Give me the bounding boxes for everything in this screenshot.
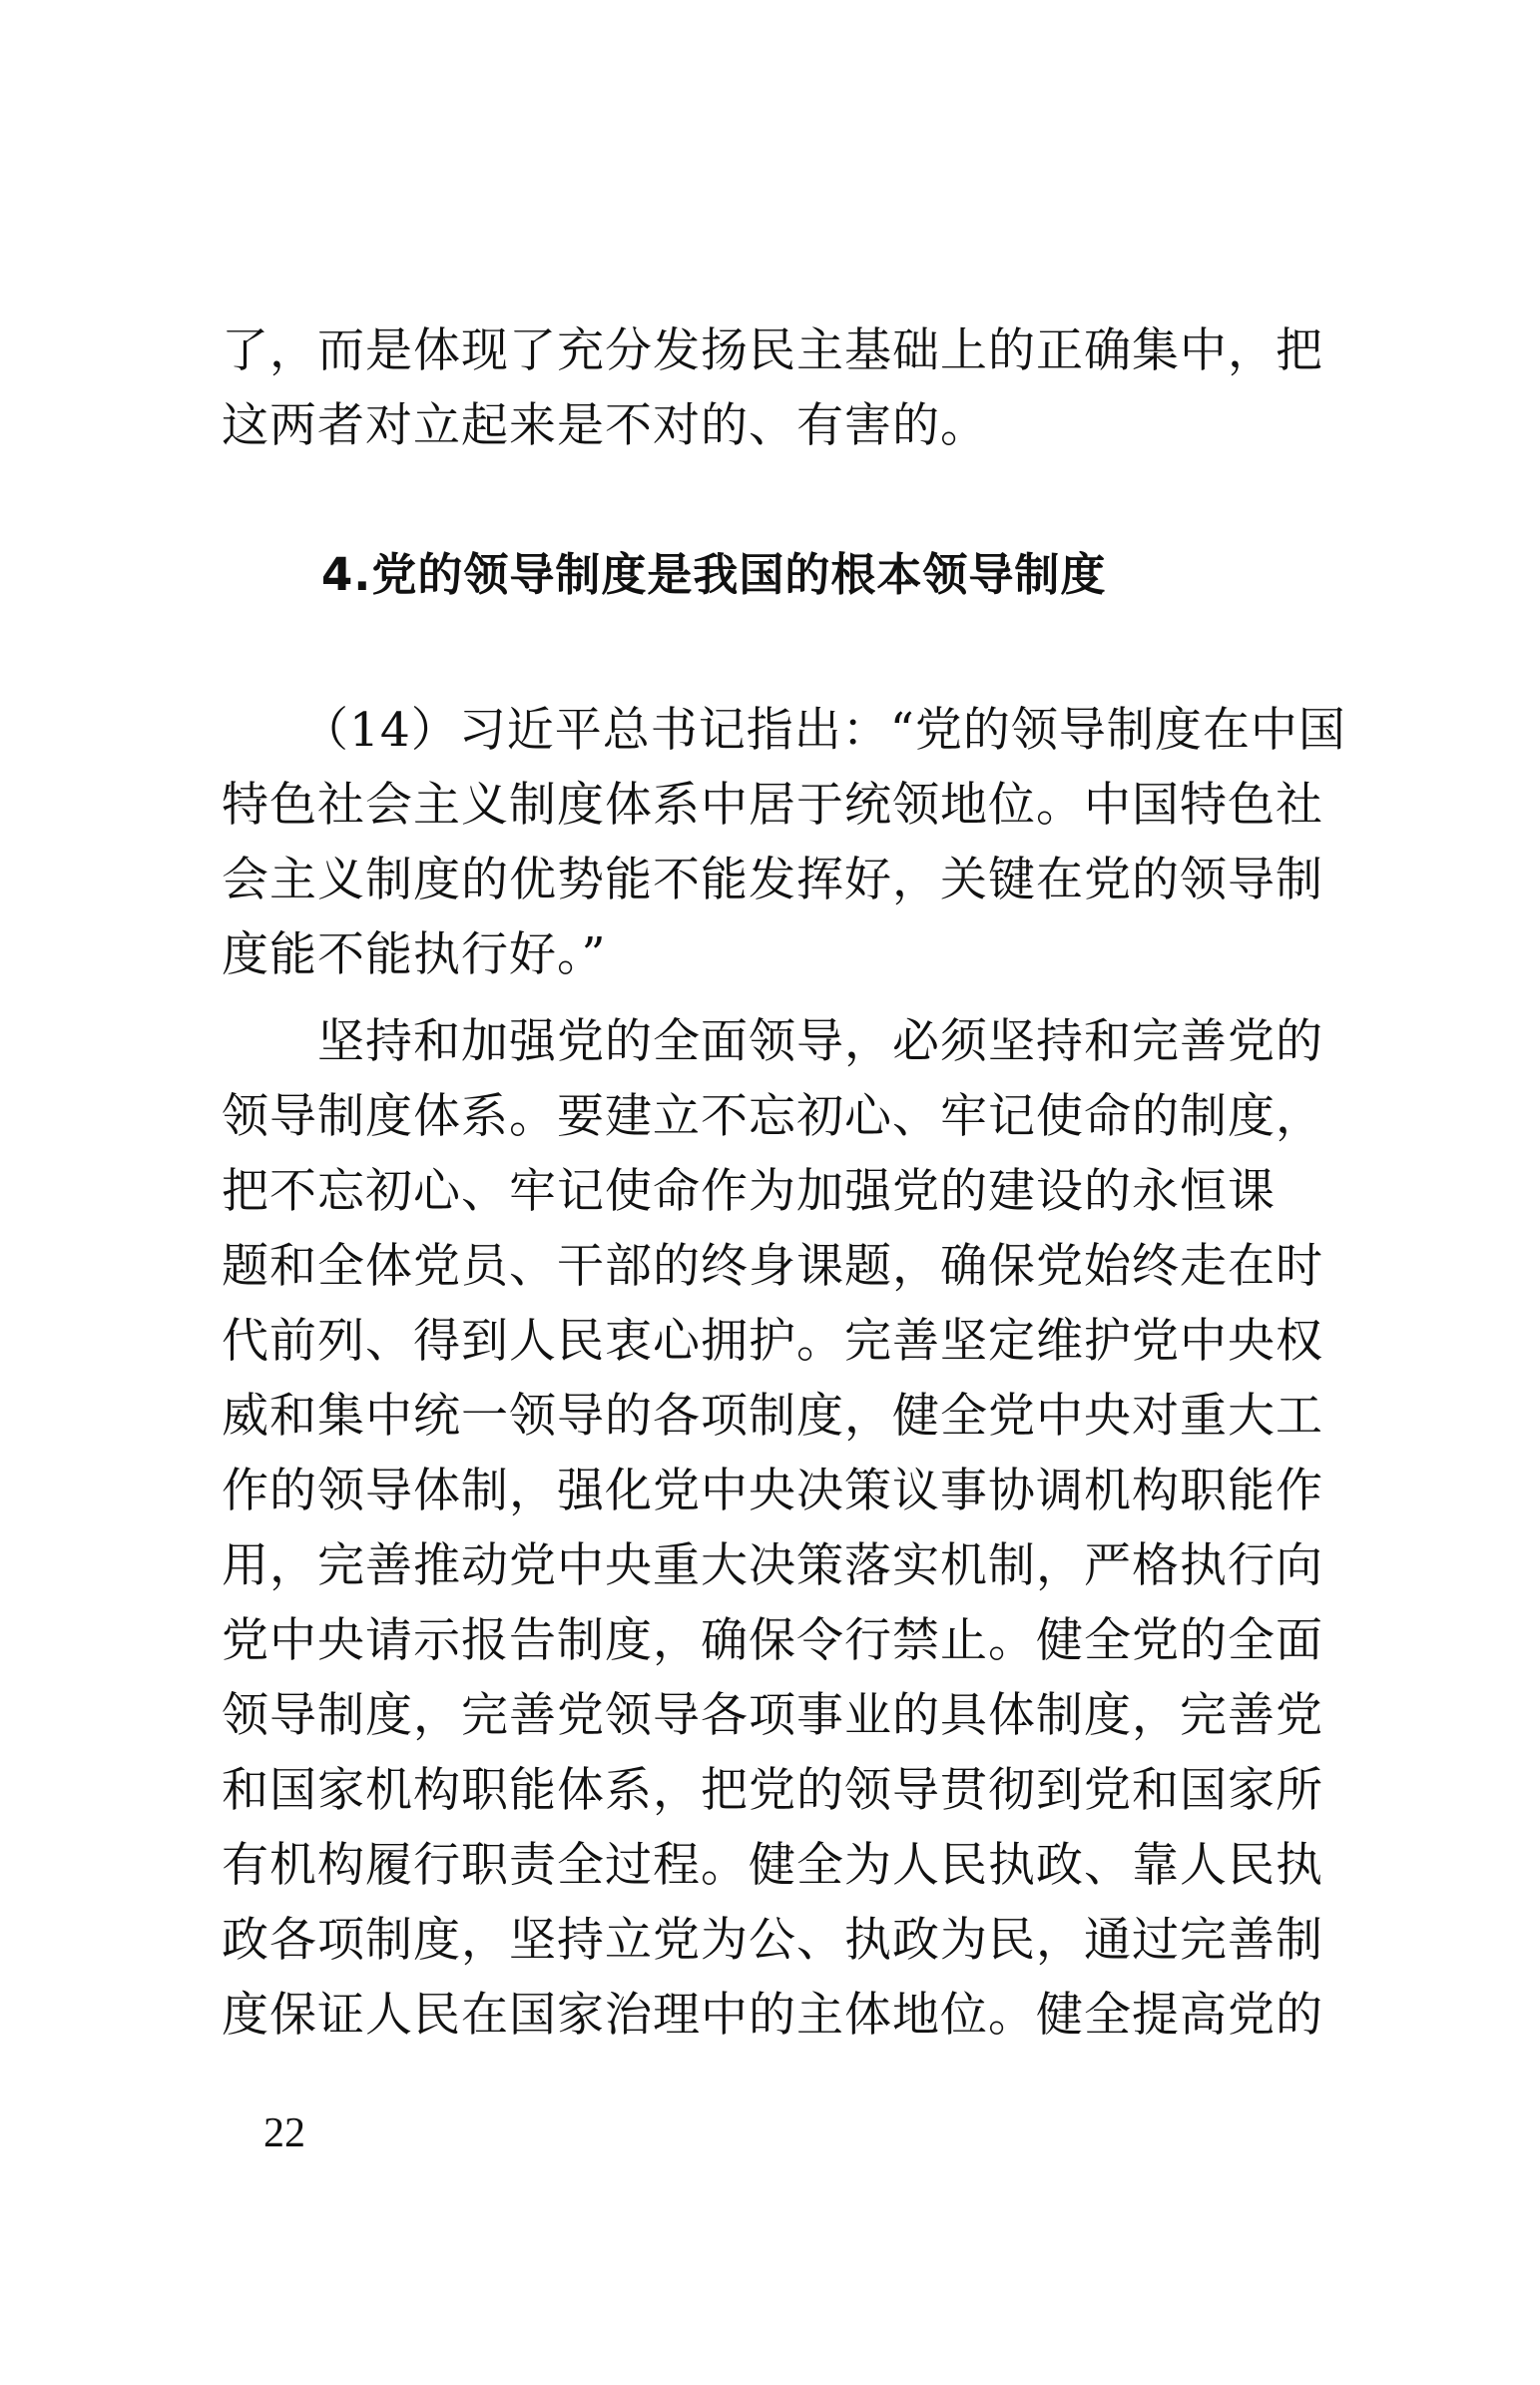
text-line: 有机构履行职责全过程。健全为人民执政、靠人民执 <box>222 1838 1323 1893</box>
text-line: 这两者对立起来是不对的、有害的。 <box>222 398 988 453</box>
text-line: 和国家机构职能体系，把党的领导贯彻到党和国家所 <box>222 1763 1323 1818</box>
text-line: 作的领导体制，强化党中央决策议事协调机构职能作 <box>222 1464 1323 1518</box>
text-line: 会主义制度的优势能不能发挥好，关键在党的领导制 <box>222 853 1323 907</box>
text-line: 领导制度，完善党领导各项事业的具体制度，完善党 <box>222 1688 1323 1743</box>
text-line: （14）习近平总书记指出：“党的领导制度在中国 <box>301 703 1346 758</box>
text-line: 坚持和加强党的全面领导，必须坚持和完善党的 <box>317 1014 1323 1069</box>
text-line: 把不忘初心、牢记使命作为加强党的建设的永恒课 <box>222 1164 1276 1219</box>
text-line: 政各项制度，坚持立党为公、执政为民，通过完善制 <box>222 1913 1323 1968</box>
text-line: 度保证人民在国家治理中的主体地位。健全提高党的 <box>222 1988 1323 2043</box>
text-line: 威和集中统一领导的各项制度，健全党中央对重大工 <box>222 1389 1323 1444</box>
text-line: 代前列、得到人民衷心拥护。完善坚定维护党中央权 <box>222 1314 1323 1369</box>
page-number: 22 <box>263 2110 305 2156</box>
text-line: 了，而是体现了充分发扬民主基础上的正确集中，把 <box>222 323 1323 378</box>
text-line: 领导制度体系。要建立不忘初心、牢记使命的制度， <box>222 1089 1323 1144</box>
text-line: 度能不能执行好。” <box>222 927 607 982</box>
section-heading: 4.党的领导制度是我国的根本领导制度 <box>321 548 1107 601</box>
text-line: 特色社会主义制度体系中居于统领地位。中国特色社 <box>222 778 1323 833</box>
text-line: 用，完善推动党中央重大决策落实机制，严格执行向 <box>222 1538 1323 1593</box>
text-line: 题和全体党员、干部的终身课题，确保党始终走在时 <box>222 1239 1323 1294</box>
text-line: 党中央请示报告制度，确保令行禁止。健全党的全面 <box>222 1613 1323 1668</box>
